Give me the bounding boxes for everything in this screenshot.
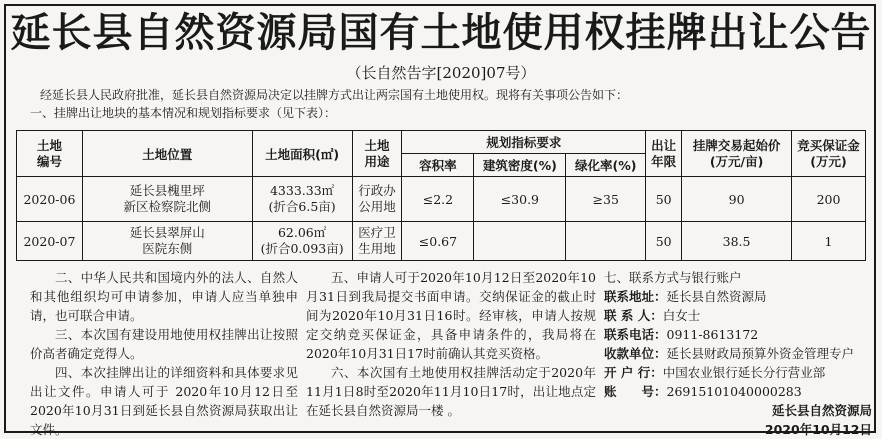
cell-term: 50 (646, 222, 682, 261)
cell-no: 2020-06 (17, 177, 83, 222)
col-term: 出让 年限 (646, 131, 682, 177)
intro-paragraph: 经延长县人民政府批准，延长县自然资源局决定以挂牌方式出让两宗国有土地使用权。现将有关事项公告如下： (40, 88, 629, 102)
cell-green: ≥35 (566, 177, 646, 222)
cell-term: 50 (646, 177, 682, 222)
cell-no: 2020-07 (17, 222, 83, 261)
contact-phone: 联系电话： 0911-8613172 (604, 327, 759, 342)
section-one-heading: 一、挂牌出让地块的基本情况和规划指标要求（见下表）： (30, 106, 337, 120)
section-six: 六、本次国有土地使用权挂牌活动定于2020年11月1日8时至2020年11月10日17时，出让地点定在延长县自然资源局一楼 。 (306, 365, 596, 418)
section-seven-heading: 七、联系方式与银行账户 (604, 270, 742, 285)
col-far: 容积率 (402, 154, 474, 177)
cell-area: 62.06㎡ (折合0.093亩) (252, 222, 352, 261)
col-density: 建筑密度(%) (474, 154, 566, 177)
section-five: 五、申请人可于2020年10月12日至2020年10月31日到我局提交书面申请。交纳保证金的截止时间为2020年10月31日16时。经审核，申请人按规定交纳竞买保证金，具备申请条件的，我局将在2020年10月31日17时前确认其竞买资格。 (306, 270, 596, 361)
cell-far: ≤0.67 (402, 222, 474, 261)
col-location: 土地位置 (82, 131, 252, 177)
col-green: 绿化率(%) (566, 154, 646, 177)
payee: 收款单位： 延长县财政局预算外资金管理专户 (604, 346, 855, 361)
cell-density: ≤30.9 (474, 177, 566, 222)
cell-price: 90 (682, 177, 792, 222)
contact-person: 联 系 人： 白女士 (604, 308, 701, 323)
cell-area: 4333.33㎡ (折合6.5亩) (252, 177, 352, 222)
notice-number: （长自然告字[2020]07号） (346, 64, 536, 82)
table-row (17, 222, 866, 261)
column-contact (604, 268, 872, 439)
col-price: 挂牌交易起始价 (万元/亩) (682, 131, 792, 177)
account-no: 账 号： 26915101040000283 (604, 384, 802, 399)
column-sections-5-6 (306, 268, 596, 420)
table-row (17, 177, 866, 222)
signature-date: 2020年10月12日 (764, 422, 872, 437)
signature-org: 延长县自然资源局 (771, 403, 872, 418)
column-sections-2-4 (30, 268, 298, 439)
cell-green (566, 222, 646, 261)
cell-use: 医疗卫 生用地 (352, 222, 402, 261)
col-area: 土地面积(㎡) (252, 131, 352, 177)
table-header-row (17, 131, 866, 154)
col-planning: 规划指标要求 (402, 131, 646, 154)
cell-density (474, 222, 566, 261)
section-two: 二、中华人民共和国境内外的法人、自然人和其他组织均可申请参加，申请人应当单独申请，也可联合申请。 (30, 270, 298, 323)
cell-location: 延长县翠屏山 医院东侧 (82, 222, 252, 261)
parcel-table (16, 130, 866, 261)
section-four: 四、本次挂牌出让的详细资料和具体要求见出让文件。申请人可于 2020年10月12日至 2020年10月31日到延长县自然资源局获取出让文件。 (30, 365, 298, 437)
cell-deposit: 200 (792, 177, 866, 222)
cell-price: 38.5 (682, 222, 792, 261)
notice-title: 延长县自然资源局国有土地使用权挂牌出让公告 (10, 10, 872, 56)
col-deposit: 竞买保证金 (万元) (792, 131, 866, 177)
cell-far: ≤2.2 (402, 177, 474, 222)
bank: 开 户 行： 中国农业银行延长分行营业部 (604, 365, 826, 380)
section-three: 三、本次国有建设用地使用权挂牌出让按照价高者确定竞得人。 (30, 327, 298, 361)
cell-use: 行政办 公用地 (352, 177, 402, 222)
col-use: 土地 用途 (352, 131, 402, 177)
contact-address: 联系地址： 延长县自然资源局 (604, 289, 767, 304)
col-parcel-no: 土地 编号 (17, 131, 83, 177)
cell-location: 延长县槐里坪 新区检察院北侧 (82, 177, 252, 222)
cell-deposit: 1 (792, 222, 866, 261)
